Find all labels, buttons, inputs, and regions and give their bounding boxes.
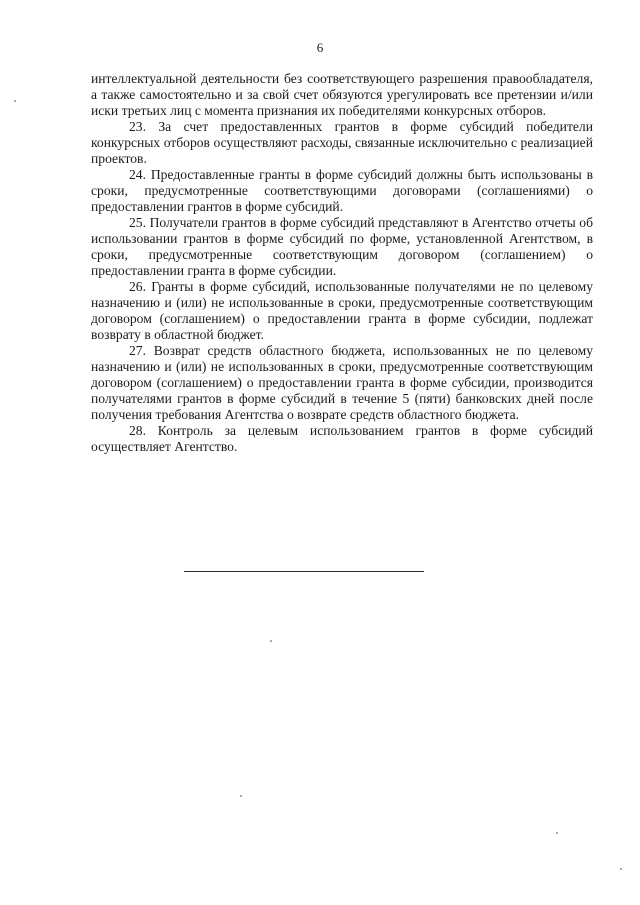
paragraph-item-26: 26. Гранты в форме субсидий, использованные получателями не по целевому назначению и (или) не использованные в сроки, предусмотренные соответствующим договором (соглашением) о предоставлении гранта в форме субсидии, подлежат возврату в областной бюджет. xyxy=(91,279,593,342)
paragraph-item-27: 27. Возврат средств областного бюджета, использованных не по целевому назначению и (или) не использованных в сроки, предусмотренные соответствующим договором (соглашением) о предоставлении гранта в форме субсидии, производится получателями грантов в форме субсидий в течение 5 (пяти) банковских дней после получения требования Агентства о возврате средств областного бюджета. xyxy=(91,343,593,422)
page-number: 6 xyxy=(316,40,324,55)
document-body xyxy=(91,71,593,455)
paragraph-item-25: 25. Получатели грантов в форме субсидий представляют в Агентство отчеты об использовании грантов в форме субсидий по форме, установленной Агентством, в сроки, предусмотренные соответствующим договором (соглашением) о предоставлении гранта в форме субсидии. xyxy=(91,215,593,278)
paragraph-item-28: 28. Контроль за целевым использованием грантов в форме субсидий осуществляет Агентство. xyxy=(91,423,593,454)
scan-speck xyxy=(620,868,622,870)
scan-speck xyxy=(14,100,16,102)
scan-speck xyxy=(556,832,558,834)
scan-speck xyxy=(240,795,242,797)
paragraph-item-23: 23. За счет предоставленных грантов в форме субсидий победители конкурсных отборов осуществляют расходы, связанные исключительно с реализацией проектов. xyxy=(91,119,593,166)
paragraph-continuation: интеллектуальной деятельности без соответствующего разрешения правообладателя, а также самостоятельно и за свой счет обязуются урегулировать все претензии и/или иски третьих лиц с момента признания их победителями конкурсных отборов. xyxy=(91,71,593,118)
end-separator-line xyxy=(184,571,424,572)
paragraph-item-24: 24. Предоставленные гранты в форме субсидий должны быть использованы в сроки, предусмотренные соответствующими договорами (соглашениями) о предоставлении грантов в форме субсидий. xyxy=(91,167,593,214)
scan-speck xyxy=(270,640,272,642)
